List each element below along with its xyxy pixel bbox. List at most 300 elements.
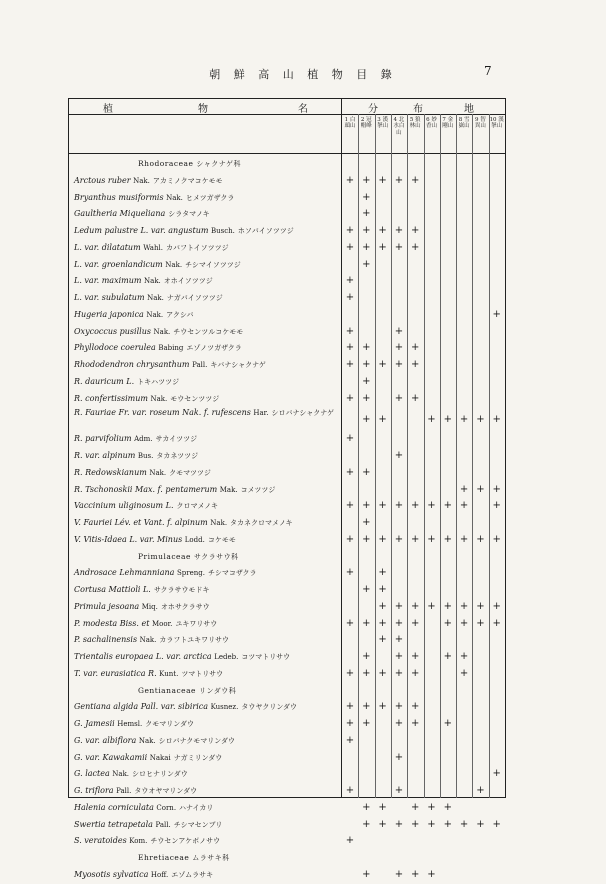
- species-name: [74, 518, 293, 528]
- distribution-mark: +: [394, 500, 404, 512]
- species-latin: P. modesta Biss. et: [74, 618, 150, 628]
- species-latin: V. Fauriei Lév. et Vant. f. alpinum: [74, 518, 208, 527]
- species-name: [74, 501, 218, 511]
- species-name: [74, 786, 197, 796]
- species-latin: G. triflora: [74, 786, 114, 795]
- species-latin: T. var. eurasiatica R.: [74, 668, 157, 678]
- distribution-mark: +: [394, 241, 404, 253]
- distribution-mark: +: [362, 868, 371, 880]
- distribution-mark: +: [378, 584, 387, 595]
- species-author: Hoff.: [150, 870, 169, 879]
- species-japanese: エゾノツガザクラ: [186, 344, 242, 353]
- species-japanese: キバナシャクナゲ: [210, 361, 266, 369]
- species-japanese: シラタマノキ: [168, 210, 210, 219]
- species-author: Nak.: [147, 294, 164, 302]
- distribution-mark: +: [394, 392, 404, 404]
- species-japanese: タカネツツジ: [156, 452, 199, 460]
- distribution-mark: +: [410, 533, 420, 545]
- distribution-mark: +: [443, 500, 452, 512]
- family-name: [138, 159, 241, 169]
- species-author: Adm.: [134, 435, 153, 444]
- distribution-mark: +: [459, 651, 469, 662]
- distribution-mark: +: [410, 392, 420, 404]
- distribution-mark: +: [459, 414, 469, 426]
- distribution-mark: +: [410, 600, 420, 612]
- species-latin: R. Redowskianum: [74, 467, 147, 477]
- distribution-mark: +: [410, 174, 420, 186]
- species-japanese: チウセンツルコケモモ: [173, 327, 244, 336]
- species-name: [74, 343, 242, 353]
- distribution-mark: +: [443, 414, 452, 426]
- species-japanese: チシマセンブリ: [173, 820, 223, 829]
- distribution-mark: +: [492, 483, 501, 495]
- species-author: Nak.: [165, 260, 183, 269]
- distribution-mark: +: [410, 667, 420, 679]
- distribution-header-2: 布: [413, 104, 423, 115]
- distribution-mark: +: [345, 500, 355, 512]
- distribution-mark: +: [345, 292, 355, 303]
- species-japanese: タカネクロマメノキ: [230, 519, 293, 527]
- column-header-6: 6 妙香山: [425, 117, 437, 130]
- species-name: [74, 293, 223, 303]
- species-latin: R. parvifolium: [74, 434, 132, 444]
- species-japanese: エゾムラサキ: [171, 870, 214, 879]
- column-header-7: 7 金剛山: [442, 117, 454, 130]
- species-name: [74, 226, 294, 236]
- species-latin: Halenia corniculata: [74, 802, 154, 812]
- distribution-mark: +: [362, 225, 371, 236]
- plant-header-1: 植: [103, 104, 113, 115]
- species-latin: Rhododendron chrysanthum: [74, 360, 190, 369]
- table-row: [68, 867, 506, 884]
- distribution-mark: +: [345, 174, 355, 186]
- family-row: [68, 850, 506, 867]
- family-japanese: シャクナゲ科: [196, 160, 242, 168]
- distribution-mark: +: [476, 414, 485, 426]
- species-japanese: コケモモ: [207, 535, 236, 544]
- species-japanese: カラフトユキワリサウ: [159, 636, 229, 645]
- species-japanese: モウセンツツジ: [170, 394, 220, 403]
- species-latin: R. dauricum L.: [74, 376, 135, 386]
- distribution-mark: +: [427, 868, 436, 880]
- table-row: [68, 817, 506, 834]
- distribution-mark: +: [378, 359, 387, 370]
- distribution-mark: +: [443, 718, 452, 729]
- distribution-mark: +: [427, 818, 436, 830]
- column-header-3: 3 漢拏山: [377, 117, 389, 130]
- distribution-mark: +: [476, 483, 485, 495]
- species-name: [74, 451, 198, 461]
- species-japanese: シロヒナリンダウ: [132, 770, 188, 779]
- distribution-mark: +: [345, 392, 355, 404]
- species-japanese: チウセンアケボノサウ: [150, 837, 221, 846]
- distribution-mark: +: [362, 375, 371, 387]
- distribution-mark: +: [476, 600, 485, 612]
- distribution-mark: +: [362, 701, 371, 713]
- distribution-mark: +: [362, 466, 371, 478]
- species-japanese: サカイツツジ: [155, 435, 198, 444]
- distribution-mark: +: [345, 241, 355, 253]
- distribution-mark: +: [492, 500, 501, 512]
- distribution-mark: +: [427, 801, 436, 813]
- distribution-mark: +: [443, 533, 452, 545]
- distribution-mark: +: [459, 533, 469, 545]
- distribution-mark: +: [492, 533, 501, 545]
- distribution-mark: +: [394, 818, 404, 830]
- distribution-mark: +: [394, 600, 404, 612]
- column-header-9: 9 智異山: [474, 117, 486, 130]
- distribution-mark: +: [362, 584, 371, 595]
- distribution-header-1: 分: [368, 104, 378, 115]
- distribution-mark: +: [476, 785, 485, 796]
- species-name: [74, 736, 235, 746]
- distribution-mark: +: [345, 785, 355, 796]
- species-japanese: アカミノクマコケモモ: [152, 176, 223, 185]
- species-japanese: アクシバ: [166, 310, 194, 319]
- distribution-mark: +: [459, 483, 469, 495]
- distribution-mark: +: [345, 325, 355, 337]
- plant-header-2: 物: [198, 104, 208, 115]
- distribution-mark: +: [394, 450, 404, 461]
- family-latin: Rhodoraceae: [138, 159, 194, 168]
- distribution-header-3: 地: [464, 104, 474, 115]
- species-author: Nak.: [149, 468, 167, 477]
- distribution-mark: +: [427, 533, 436, 545]
- family-japanese: リンダウ科: [199, 686, 237, 695]
- family-name: [138, 686, 236, 696]
- column-header-2: 2 冠帽峰: [360, 117, 372, 130]
- species-name: [74, 408, 334, 418]
- species-japanese: チシマコザクラ: [207, 569, 257, 578]
- distribution-mark: +: [394, 225, 404, 236]
- distribution-mark: +: [378, 225, 387, 236]
- species-author: Kunt.: [159, 669, 179, 678]
- species-author: Nakai: [149, 753, 171, 762]
- species-japanese: カバフトイソツツジ: [165, 243, 229, 252]
- family-japanese: ムラサキ科: [192, 854, 230, 862]
- species-name: [74, 327, 243, 337]
- distribution-mark: +: [443, 600, 452, 612]
- species-author: Ledeb.: [214, 653, 239, 661]
- species-author: Pall.: [116, 787, 132, 795]
- species-latin: Phyllodoce coerulea: [74, 343, 156, 353]
- distribution-mark: +: [362, 359, 371, 370]
- distribution-mark: +: [378, 634, 387, 646]
- distribution-mark: +: [394, 718, 404, 729]
- distribution-mark: +: [362, 651, 371, 662]
- distribution-mark: +: [378, 701, 387, 713]
- family-latin: Primulaceae: [138, 551, 191, 561]
- species-name: [74, 669, 223, 679]
- distribution-mark: +: [362, 174, 371, 186]
- species-author: Corn.: [156, 803, 177, 812]
- distribution-mark: +: [345, 533, 355, 545]
- distribution-mark: +: [492, 308, 501, 320]
- distribution-mark: +: [378, 567, 387, 579]
- distribution-mark: +: [459, 818, 469, 830]
- distribution-mark: +: [362, 801, 371, 813]
- species-author: Busch.: [211, 227, 235, 235]
- species-latin: Trientalis europaea L. var. arctica: [74, 652, 212, 661]
- distribution-mark: +: [459, 500, 469, 512]
- distribution-mark: +: [410, 500, 420, 512]
- distribution-mark: +: [410, 718, 420, 729]
- distribution-mark: +: [410, 241, 420, 253]
- distribution-mark: +: [410, 868, 420, 880]
- table-row: [68, 800, 506, 817]
- species-name: [74, 585, 210, 595]
- species-latin: Primula jesoana: [74, 601, 140, 611]
- species-japanese: トキハツツジ: [137, 377, 180, 386]
- distribution-mark: +: [410, 225, 420, 236]
- distribution-mark: +: [345, 466, 355, 478]
- distribution-mark: +: [362, 533, 371, 545]
- distribution-mark: +: [394, 751, 404, 763]
- species-latin: L. var. dilatatum: [74, 242, 141, 252]
- species-name: [74, 276, 213, 286]
- distribution-mark: +: [362, 241, 371, 253]
- distribution-mark: +: [362, 818, 371, 830]
- distribution-mark: +: [394, 701, 404, 713]
- distribution-mark: +: [378, 414, 387, 426]
- species-latin: S. veratoides: [74, 836, 127, 846]
- distribution-mark: +: [492, 414, 501, 426]
- species-author: Mak.: [219, 485, 238, 494]
- distribution-mark: +: [394, 651, 404, 662]
- species-name: [74, 719, 194, 729]
- species-name: [74, 870, 213, 880]
- species-author: Pall.: [192, 361, 208, 369]
- distribution-mark: +: [345, 567, 355, 579]
- species-japanese: ツマトリサウ: [181, 669, 224, 678]
- species-latin: Bryanthus musiformis: [74, 192, 164, 202]
- plant-header-3: 名: [298, 104, 308, 115]
- species-latin: Gaultheria Miqueliana: [74, 209, 166, 219]
- species-latin: R. Fauriae Fr. var. roseum Nak. f. rufescens: [74, 408, 251, 418]
- distribution-mark: +: [394, 325, 404, 337]
- distribution-mark: +: [378, 801, 387, 813]
- species-japanese: チシマイソツツジ: [185, 260, 241, 269]
- distribution-mark: +: [410, 801, 420, 813]
- column-header-5: 5 狼林山: [409, 117, 421, 130]
- distribution-mark: +: [410, 359, 420, 370]
- species-author: Nak.: [150, 394, 168, 403]
- distribution-mark: +: [394, 617, 404, 629]
- species-author: Bus.: [137, 452, 154, 460]
- species-name: [74, 260, 241, 270]
- distribution-mark: +: [394, 634, 404, 646]
- species-author: Spreng.: [176, 569, 205, 578]
- species-name: [74, 360, 266, 370]
- distribution-mark: +: [476, 617, 485, 629]
- species-name: [74, 803, 213, 813]
- species-japanese: ユキワリサウ: [175, 619, 218, 628]
- distribution-mark: +: [345, 701, 355, 713]
- species-name: [74, 394, 219, 404]
- distribution-mark: +: [345, 275, 355, 287]
- species-name: [74, 753, 222, 763]
- distribution-mark: +: [394, 785, 404, 796]
- species-japanese: ハナイカリ: [179, 803, 214, 812]
- species-author: Nak.: [139, 636, 157, 645]
- species-author: Nak.: [166, 193, 183, 202]
- distribution-mark: +: [345, 734, 355, 746]
- species-japanese: コツマトリサウ: [241, 653, 291, 661]
- column-header-4: 4 北水白山: [393, 117, 405, 136]
- species-name: [74, 535, 236, 545]
- species-japanese: サクラサウモドキ: [153, 586, 210, 594]
- distribution-mark: +: [378, 241, 387, 253]
- distribution-mark: +: [345, 225, 355, 236]
- distribution-mark: +: [378, 667, 387, 679]
- distribution-mark: +: [394, 868, 404, 880]
- distribution-mark: +: [394, 667, 404, 679]
- column-header-10: 10 漢拏山: [489, 117, 504, 130]
- species-name: [74, 702, 297, 712]
- species-name: [74, 635, 229, 645]
- species-latin: L. var. subulatum: [74, 293, 145, 302]
- species-latin: Oxycoccus pusillus: [74, 326, 151, 336]
- family-latin: Ehretiaceae: [138, 853, 190, 862]
- distribution-mark: +: [362, 191, 371, 203]
- species-japanese: シロバナシャクナゲ: [271, 409, 334, 418]
- species-japanese: シロバナクモマリンダウ: [158, 736, 236, 745]
- distribution-mark: +: [443, 801, 452, 813]
- distribution-mark: +: [443, 651, 452, 662]
- distribution-mark: +: [394, 342, 404, 354]
- distribution-mark: +: [410, 617, 420, 629]
- species-author: Kusnez.: [210, 703, 239, 712]
- species-author: Nak.: [144, 277, 161, 286]
- species-latin: Androsace Lehmanniana: [74, 568, 175, 578]
- distribution-mark: +: [345, 433, 355, 445]
- species-japanese: タウヤクリンダウ: [241, 703, 298, 712]
- plant-distribution-table: [68, 98, 506, 880]
- species-author: Pall.: [155, 820, 171, 829]
- species-name: [74, 769, 188, 779]
- distribution-mark: +: [443, 818, 452, 830]
- species-latin: Myosotis sylvatica: [74, 869, 149, 879]
- distribution-mark: +: [362, 208, 371, 220]
- species-latin: R. Tschonoskii Max. f. pentamerum: [74, 484, 218, 494]
- species-name: [74, 310, 193, 320]
- distribution-mark: +: [410, 342, 420, 354]
- distribution-mark: +: [378, 600, 387, 612]
- species-name: [74, 619, 217, 629]
- distribution-mark: +: [492, 600, 501, 612]
- species-latin: V. Vitis-Idaea L. var. Minus: [74, 534, 183, 544]
- distribution-mark: +: [492, 818, 501, 830]
- species-name: [74, 820, 222, 830]
- table-row: [68, 833, 506, 850]
- distribution-mark: +: [362, 617, 371, 629]
- species-latin: G. var. Kawakamii: [74, 752, 148, 762]
- distribution-mark: +: [378, 500, 387, 512]
- species-author: Nak.: [133, 176, 150, 185]
- species-latin: L. var. groenlandicum: [74, 259, 163, 269]
- species-japanese: オホサクラサウ: [160, 602, 210, 611]
- species-latin: Hugeria japonica: [74, 309, 144, 319]
- species-name: [74, 193, 234, 203]
- species-japanese: コメツツジ: [240, 485, 276, 494]
- distribution-mark: +: [459, 600, 469, 612]
- distribution-mark: +: [362, 718, 371, 729]
- distribution-mark: +: [410, 701, 420, 713]
- distribution-mark: +: [459, 667, 469, 679]
- distribution-mark: +: [410, 651, 420, 662]
- species-name: [74, 377, 179, 387]
- species-author: Hemsl.: [117, 720, 143, 728]
- species-name: [74, 568, 257, 578]
- distribution-mark: +: [427, 414, 436, 426]
- distribution-mark: +: [345, 718, 355, 729]
- species-author: Kom.: [129, 837, 148, 846]
- distribution-mark: +: [345, 359, 355, 370]
- species-latin: G. lactea: [74, 769, 110, 779]
- column-header-1: 1 白頭山: [344, 117, 356, 130]
- species-name: [74, 836, 220, 846]
- species-latin: G. var. albiflora: [74, 735, 137, 745]
- distribution-mark: +: [345, 835, 355, 847]
- distribution-mark: +: [362, 258, 371, 270]
- family-latin: Gentianaceae: [138, 685, 196, 695]
- distribution-mark: +: [362, 342, 371, 354]
- species-author: Nak.: [146, 310, 164, 319]
- species-name: [74, 468, 211, 478]
- family-name: [138, 853, 230, 863]
- column-header-8: 8 雪嶽山: [458, 117, 470, 130]
- species-japanese: ヒメツガザクラ: [185, 193, 235, 202]
- distribution-mark: +: [345, 667, 355, 679]
- species-name: [74, 176, 223, 186]
- species-japanese: クモマツツジ: [169, 468, 211, 477]
- species-author: Nak.: [210, 519, 228, 527]
- species-japanese: オホイソツツジ: [163, 277, 213, 286]
- distribution-mark: +: [427, 600, 436, 612]
- distribution-mark: +: [459, 617, 469, 629]
- species-japanese: クロマメノキ: [176, 502, 218, 511]
- species-latin: Vaccinium uliginosum L.: [74, 501, 174, 511]
- distribution-mark: +: [378, 533, 387, 545]
- species-latin: R. confertissimum: [74, 393, 148, 403]
- family-name: [138, 552, 239, 562]
- distribution-mark: +: [394, 533, 404, 545]
- species-latin: Cortusa Mattioli L.: [74, 585, 151, 594]
- species-name: [74, 209, 210, 219]
- species-japanese: ホソバイソツツジ: [237, 227, 294, 235]
- species-name: [74, 485, 275, 495]
- species-latin: R. var. alpinum: [74, 451, 136, 460]
- species-name: [74, 243, 229, 253]
- species-latin: P. sachalinensis: [74, 635, 138, 645]
- distribution-mark: +: [362, 414, 371, 426]
- species-author: Babing: [158, 344, 184, 353]
- species-latin: Swertia tetrapetala: [74, 819, 153, 829]
- species-japanese: タウオヤマリンダウ: [134, 787, 198, 795]
- distribution-mark: +: [476, 533, 485, 545]
- distribution-mark: +: [345, 342, 355, 354]
- species-latin: Gentiana algida Pall. var. sibirica: [74, 702, 209, 712]
- species-author: Wahl.: [143, 243, 163, 252]
- distribution-mark: +: [378, 818, 387, 830]
- species-latin: Arctous ruber: [74, 175, 131, 185]
- distribution-mark: +: [345, 617, 355, 629]
- species-author: Nak.: [138, 736, 156, 745]
- species-japanese: ナガバイソツツジ: [166, 294, 223, 302]
- species-author: Nak.: [153, 327, 171, 336]
- distribution-mark: +: [443, 617, 452, 629]
- species-latin: L. var. maximum: [74, 276, 142, 286]
